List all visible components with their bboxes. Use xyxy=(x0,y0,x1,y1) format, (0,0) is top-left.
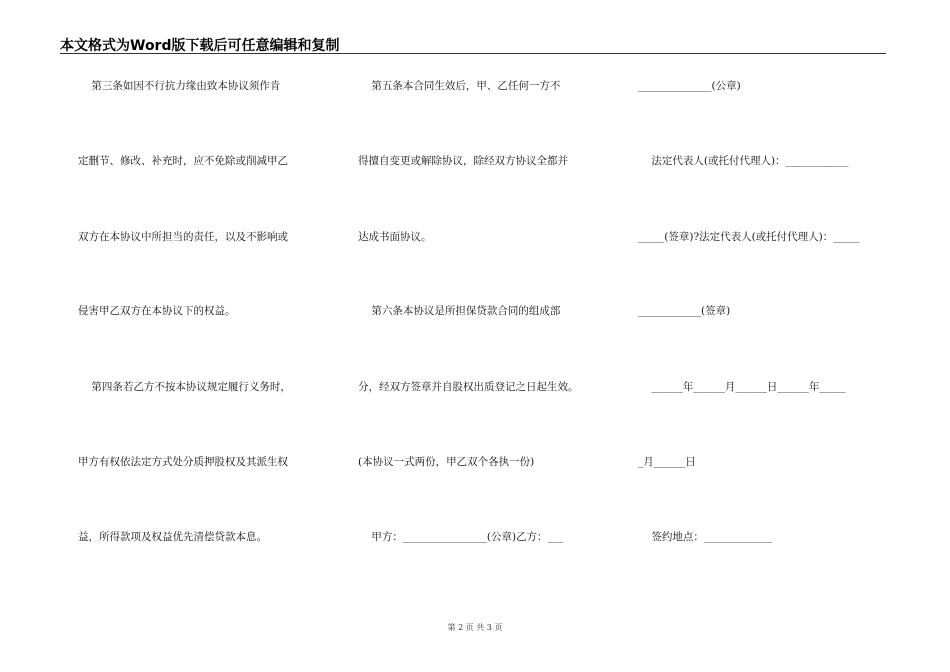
right-line-3: _____(签章)?法定代表人(或托付代理人)：_____ xyxy=(638,231,860,243)
left-line-3: 双方在本协议中所担当的责任，以及不影响或 xyxy=(78,231,288,243)
page-number: 第 2 页 共 3 页 xyxy=(447,623,503,632)
right-line-5: ______年______月______日______年_____ xyxy=(638,381,846,393)
right-line-7: 签约地点：_____________ xyxy=(638,531,773,543)
left-line-2: 定删节、修改、补充时，应不免除或削减甲乙 xyxy=(78,155,288,167)
middle-line-2: 得擅自变更或解除协议，除经双方协议全都并 xyxy=(358,155,568,167)
middle-line-4: 第六条本协议是所担保贷款合同的组成部 xyxy=(358,305,561,317)
document-header xyxy=(60,33,886,54)
left-line-4: 侵害甲乙双方在本协议下的权益。 xyxy=(78,305,236,317)
middle-line-6: (本协议一式两份，甲乙双个各执一份) xyxy=(358,456,535,468)
middle-line-3: 达成书面协议。 xyxy=(358,231,432,243)
left-line-6: 甲方有权依法定方式处分质押股权及其派生权 xyxy=(78,456,288,468)
right-line-4: ____________(签章) xyxy=(638,305,731,317)
middle-line-1: 第五条本合同生效后，甲、乙任何一方不 xyxy=(358,80,561,92)
left-line-5: 第四条若乙方不按本协议规定履行义务时， xyxy=(78,381,291,393)
left-line-7: 益，所得款项及权益优先清偿贷款本息。 xyxy=(78,531,267,543)
right-line-6: _月______日 xyxy=(638,456,696,468)
left-line-1: 第三条如因不行抗力缘由致本协议须作肯 xyxy=(78,80,281,92)
right-line-1: ______________(公章) xyxy=(638,80,741,92)
header-title: 本文格式为Word版下载后可任意编辑和复制 xyxy=(60,38,340,54)
middle-line-7: 甲方：________________(公章)乙方：___ xyxy=(358,531,564,543)
middle-line-5: 分，经双方签章并自股权出质登记之日起生效。 xyxy=(358,381,579,393)
right-line-2: 法定代表人(或托付代理人)：____________ xyxy=(638,155,849,167)
